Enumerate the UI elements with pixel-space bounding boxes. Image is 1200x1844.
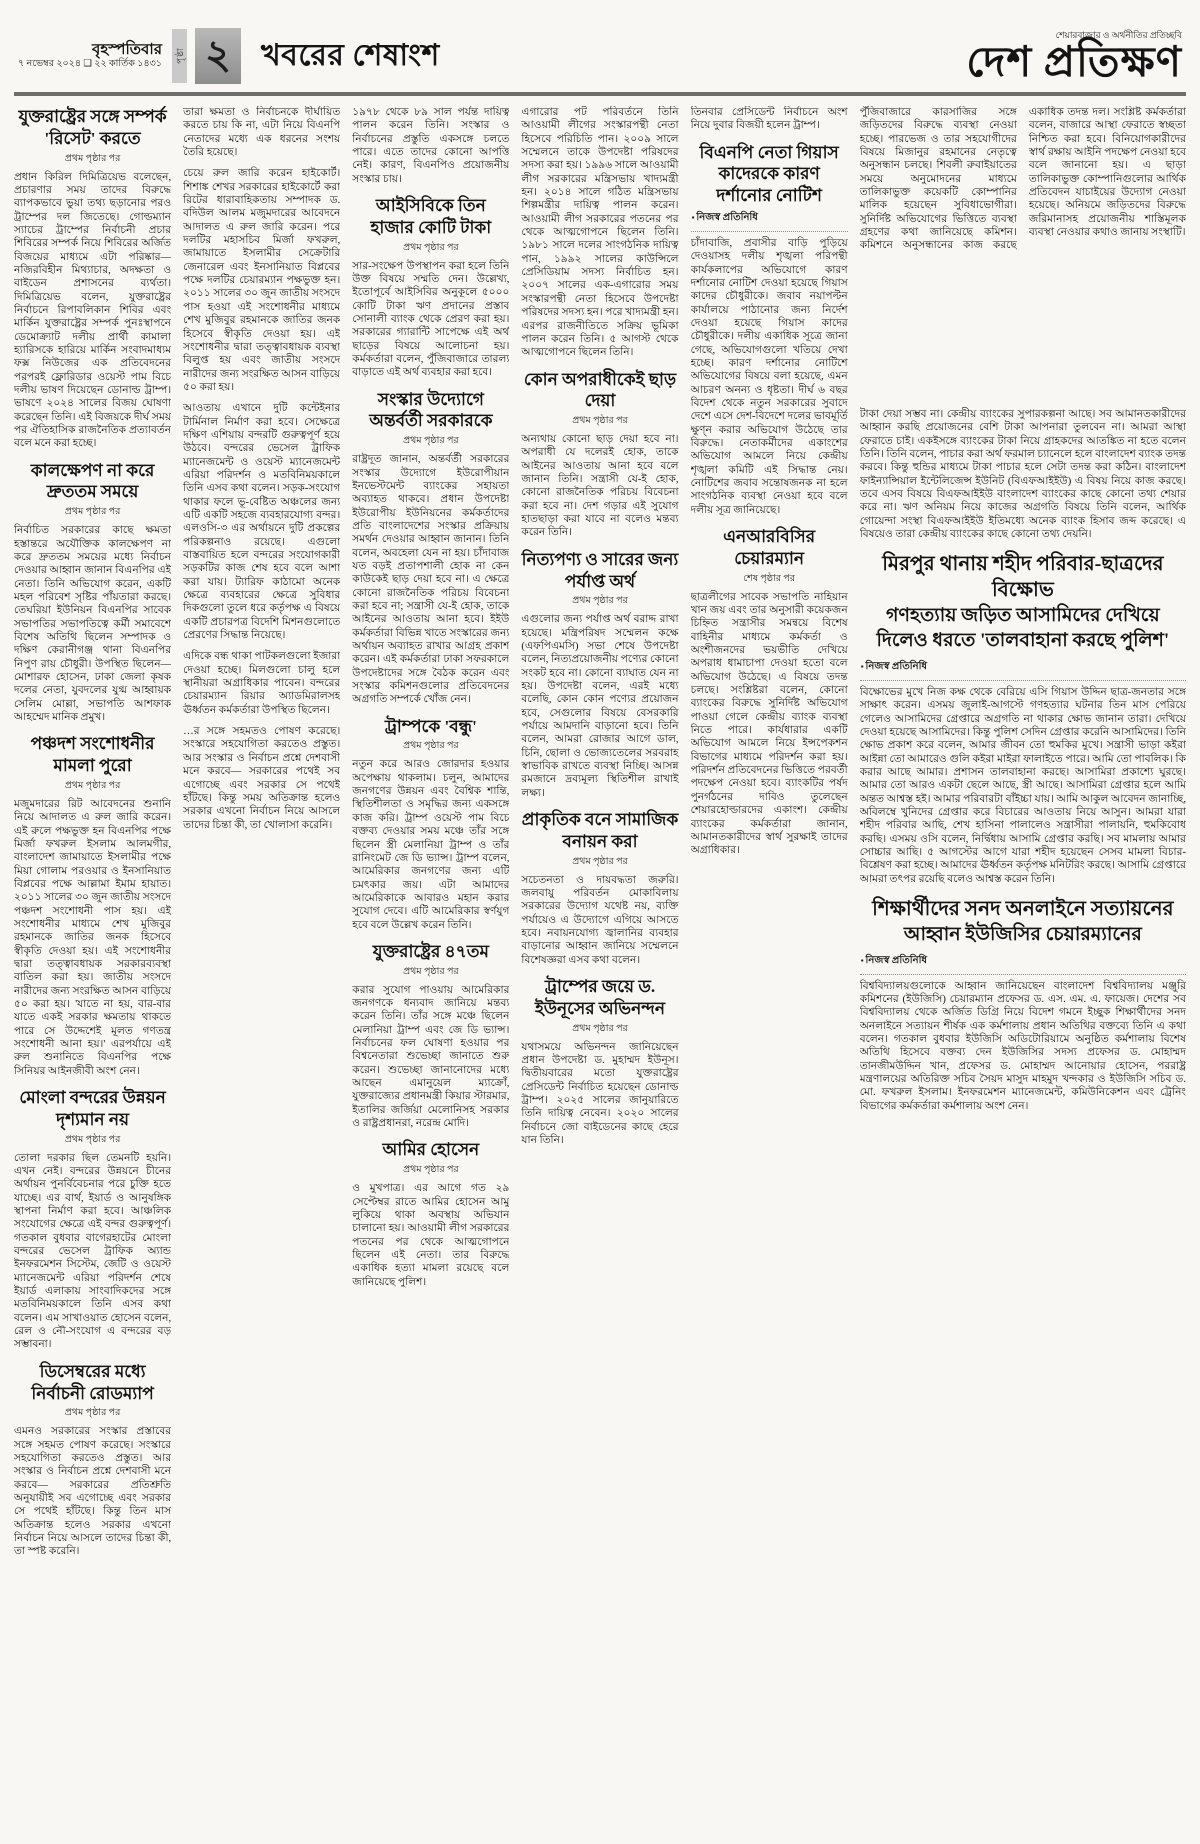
article-headline: সংস্কার উদ্যোগে অন্তর্বর্তী সরকারকে <box>369 389 493 431</box>
continued-label: প্রথম পৃষ্ঠার পর <box>64 1134 121 1145</box>
article-body: চাঁদাবাজি, প্রবাসীর বাড়ি পুড়িয়ে দেওয়াসহ দলীয় শৃঙ্খলা পরিপন্থী কার্যকলাপের অভিযোগে কারণ দর্শানোর নোটিশ দেওয়া হয়েছে গিয়াস কাদের চৌধুরীকে। জবাব নয়াপল্টন কার্যালয়ে পাঠানোর জন্য নির্দেশ দেওয়া হয়েছে গিয়াস কাদের চৌধুরীকে। দলীয় একাধিক সূত্রে জানা গেছে, অভিযোগগুলো খতিয়ে দেখা হচ্ছে। কারণ দর্শানোর নোটিশে অভিযোগের বিষয়ে বলা হয়েছে, এমন আচরণ অনন্য ও ধৃষ্টতা। দীর্ঘ ৬ বছর বিদেশ থেকে নতুন সরকারের সুবাদে দেশে এসে দেশ-বিদেশে দলের ভাবমূর্তি ক্ষুণ্ন করার অভিযোগ উঠেছে তার বিরুদ্ধে। নেতাকর্মীদের একাংশের অভিযোগ আমলে নিয়ে কেন্দ্রীয় শৃঙ্খলা কমিটি এই সিদ্ধান্ত নেয়। নোটিশের জবাব সন্তোষজনক না হলে সাংগঠনিক ব্যবস্থা নেওয়া হবে বলে দলীয় সূত্র জানিয়েছে। <box>690 237 848 516</box>
continuation-text: এদিকে বন্ধ থাকা পাটকলগুলো ইজারা দেওয়া হচ্ছে। মিলগুলো চালু হলে স্থানীয়রা অগ্রাধিকার পাবেন। বন্দরের চেয়ারম্যান রিয়ার অ্যাডমিরালসহ ঊর্ধ্বতন কর্মকর্তারা উপস্থিত ছিলেন। <box>183 651 341 716</box>
column-4 <box>521 106 678 1834</box>
header-left <box>18 28 440 84</box>
date-line: ৭ নভেম্বর ২০২৪ ❑ ২২ কার্তিক ১৪৩১ <box>18 59 162 70</box>
content-grid <box>14 106 1186 1834</box>
weekday-label: বৃহস্পতিবার <box>92 41 162 58</box>
continuation-text: আওতায় এখানে দুটি কন্টেইনার টার্মিনাল নির্মাণ করা হবে। সেক্ষেত্রে দক্ষিণ এশিয়ায় বন্দরটি গুরুত্বপূর্ণ হয়ে উঠবে। বন্দরের ভেসেল ট্রাফিক ম্যানেজমেন্ট ও ওয়েস্ট ম্যানেজমেন্ট এরিয়া পরিদর্শন ও মতবিনিময়কালে তিনি এসব কথা বলেন। সড়ক-সংযোগ থাকার ফলে ভূ-বেষ্টিত অঞ্চলের জন্য এটি একটি সহজে ব্যবহারযোগ্য বন্দর। এলওসি-৩ এর অর্থায়নে দুটি প্রকল্পের পরিকল্পনাও রয়েছে। এগুলো বাস্তবায়িত হলে বন্দরের সংযোগকারী সড়কটির কাজ শেষ হবে বলে আশা করা যায়। ট্যারিফ কাঠামো অনেক ক্ষেত্রে ব্যবহারের ক্ষেত্রে সুবিধার দিকগুলো তুলে ধরে কর্তৃপক্ষ এ বিষয়ে একটি প্রচারপত্র বিদেশি মিশনগুলোতে প্রেরণের সিদ্ধান্ত নিয়েছে। <box>183 403 341 642</box>
article-body: মজুমদারের রিট আবেদনের শুনানি নিয়ে আদালত এ রুল জারি করেন। এই রুলে পক্ষভুক্ত হন বিএনপির পক্ষে মির্জা ফখরুল ইসলাম আলমগীর, বাংলাদেশ জামায়াতে ইসলামীর পক্ষে মিয়া গোলাম পরওয়ার ও ইনসানিয়াত বিপ্লবের পক্ষে আল্লামা ইমাম হায়াত। ২০১১ সালের ৩০ জুন জাতীয় সংসদে পঞ্চদশ সংশোধনী পাস হয়। এই সংশোধনীর মাধ্যমে শেখ মুজিবুর রহমানকে জাতির জনক হিসেবে স্বীকৃতি দেওয়া হয়। এই সংশোধনীর দ্বারা তত্ত্বাবধায়ক সরকারব্যবস্থা বাতিল করা হয়। জাতীয় সংসদে নারীদের জন্য সংরক্ষিত আসন বাড়িয়ে ৫০ করা হয়। 'যাতে না হয়, বার-বার যাতে একই সরকার ক্ষমতায় থাকতে পারে সে উদ্দেশেই মূলত গণতন্ত্র সংশোধনী আনা হয়।' এরপর্যায়ে এই রুল শুনানিতে বিএনপির পক্ষে সিনিয়র আইনজীবী অংশ নেন। <box>14 798 172 1077</box>
continued-label: শেষ পৃষ্ঠার পর <box>743 573 796 584</box>
article-headline: পঞ্চদশ সংশোধনীর মামলা পুরো <box>30 734 155 776</box>
continued-label: প্রথম পৃষ্ঠার পর <box>64 1408 121 1419</box>
article-headline: আইসিবিকে তিন হাজার কোটি টাকা <box>370 196 492 237</box>
continuation-text-wide: টাকা দেয়া সম্ভব না। কেন্দ্রীয় ব্যাংকের সুপারকল্পনা আছে। সব আমানতকারীদের আহ্বান করছি প্রয়োজনের বেশি টাকা আপনারা তুলবেন না। আমরা আস্থা ফেরাতে চাই। একইসঙ্গে ব্যাংকের টাকা নিয়ে গ্রাহকদের আতঙ্কিত না হতে বলেন তিনি। তিনি বলেন, পাচার করা অর্থ ফরমাল চ্যানেলে হলে বাংলাদেশ ব্যাংক তদন্ত করবে। কিন্তু হুন্ডির মাধ্যমে টাকা পাচার হলে সেটা তদন্ত করা কঠিন। বাংলাদেশ ফাইন্যান্সিয়াল ইন্টেলিজেন্স ইউনিট (বিএফআইইউ) এ বিষয় নিয়ে কাজ করছে। তবে এসব বিষয়ে বিএফআইইউ বাংলাদেশ ব্যাংকের কাছে কোনো তথ্য শেয়ার করে না। ঋণ অনিয়ম নিয়ে কাজের অগ্রগতি বিষয়ে তিনি বলেন, আর্থিক গোয়েন্দা সংস্থা বিএফআইইউ ইতিমধ্যে অনেক ব্যাংক হিসাব জব্দ করেছে। এ বিষয়েও তারা কেন্দ্রীয় ব্যাংকের কাছে কোনো তথ্য দেয়নি। <box>859 409 1186 541</box>
continuation-text: তিনবার প্রেসিডেন্ট নির্বাচনে অংশ নিয়ে দুবার বিজয়ী হলেন ট্রাম্প। <box>690 107 848 132</box>
continuation-text: চেয়ে রুল জারি করেন হাইকোর্ট। শিশাঙ্ক শেখর সরকারের হাইকোর্টে করা রিটের ধারাবাহিকতায় সম্পাদক ড. বদিউল আলম মজুমদারের আবেদনে আদালত এ রুল জারি করেন। পরে দলটির মহাসচিব মির্জা ফখরুল, জামায়াতে ইসলামীর সেক্রেটারি জেনারেল এবং ইনসানিয়াত বিপ্লবের পক্ষে দলটির চেয়ারম্যান পক্ষভুক্ত হন। ২০১১ সালের ৩০ জুন জাতীয় সংসদে পাস হওয়া এই সংশোধনীর মাধ্যমে শেখ মুজিবুর রহমানকে জাতির জনক হিসেবে স্বীকৃতি দেওয়া হয়। এই সংশোধনীর দ্বারা তত্ত্বাবধায়ক ব্যবস্থা বিলুপ্ত হয় এবং জাতীয় সংসদে নারীদের জন্য সংরক্ষিত আসন বাড়িয়ে ৫০ করা হয়। <box>183 168 341 393</box>
continued-label: প্রথম পৃষ্ঠার পর <box>572 416 628 427</box>
continued-label: প্রথম পৃষ্ঠার পর <box>572 596 628 607</box>
article-headline: মোংলা বন্দরের উন্নয়ন দৃশ্যমান নয় <box>19 1088 166 1129</box>
article-body: করার সুযোগ পাওয়ায় আমেরিকার জনগণকে ধন্যবাদ জানিয়ে মন্তব্য করেন তিনি। তাঁর সঙ্গে মঞ্চে ছিলেন মেলানিয়া ট্রাম্প এবং জে ডি ভ্যান্স। নির্বাচনের ফল ঘোষণা হওয়ার পর বিশ্বনেতারা শুভেচ্ছা জানাতে শুরু করেন। শুভেচ্ছা জানানোদের মধ্যে আছেন এমানুয়েল ম্যাক্রোঁ, যুক্তরাজ্যের প্রধানমন্ত্রী কিয়ার স্টারমার, ইতালির জর্জিয়া মেলোনিসহ সরকার ও রাষ্ট্রপ্রধানরা, নরেন্দ্র মোদি। <box>352 984 510 1130</box>
article-headline: বিএনপি নেতা গিয়াস কাদেরকে কারণ দর্শানোর নোটিশ <box>699 142 839 206</box>
article-headline: এনআরবিসির চেয়ারম্যান <box>723 527 816 568</box>
page-number: ২ <box>195 28 241 84</box>
continued-label: প্রথম পৃষ্ঠার পর <box>572 856 628 867</box>
article-body: যথাসময়ে অভিনন্দন জানিয়েছেন প্রধান উপদেষ্টা ড. মুহাম্মদ ইউনূস। দ্বিতীয়বারের মতো যুক্তরাষ্ট্রের প্রেসিডেন্ট নির্বাচিত হয়েছেন ডোনাল্ড ট্রাম্প। ২০২৫ সালের জানুয়ারিতে তিনি দায়িত্ব নেবেন। ২০২০ সালের নির্বাচনে জো বাইডেনের কাছে হেরে যান তিনি। <box>521 1041 679 1146</box>
continued-label: প্রথম পৃষ্ঠার পর <box>403 741 459 752</box>
continued-label: প্রথম পৃষ্ঠার পর <box>572 1023 628 1034</box>
continued-label: প্রথম পৃষ্ঠার পর <box>403 436 459 447</box>
byline: ▪ নিজস্ব প্রতিনিধি <box>860 952 1186 975</box>
byline: ▪ নিজস্ব প্রতিনিধি <box>691 209 848 232</box>
continuation-text: তারা ক্ষমতা ও নির্বাচনকে দীর্ঘায়িত করতে চায় কি না, এটা নিয়ে বিএনপি নেতাদের মধ্যে এক ধরনের সংশয় তৈরি হয়েছে। <box>183 107 341 159</box>
article-headline: আমির হোসেন <box>382 1140 480 1160</box>
page-header <box>14 6 1186 96</box>
article-headline: কালক্ষেপণ না করে দ্রুততম সময়ে <box>30 460 155 502</box>
column-3 <box>352 106 509 1834</box>
date-block <box>18 42 162 70</box>
article-headline-sub: আহ্বান ইউজিসির চেয়ারম্যানের <box>903 923 1142 945</box>
continued-label: প্রথম পৃষ্ঠার পর <box>403 1165 459 1176</box>
continued-label: প্রথম পৃষ্ঠার পর <box>64 780 121 791</box>
article-body: তোলা দরকার ছিল তেমনটি হয়নি। এখন নেই। বন্দরের উন্নয়নে চীনের অর্থায়ন পুনর্বিবেচনার পরে চুক্তি হতে যাচ্ছে। এর বার্থ, ইয়ার্ড ও আনুষঙ্গিক স্থাপনা নির্মাণ করা হবে। আঞ্চলিক সংযোগের ক্ষেত্রে এই বন্দর গুরুত্বপূর্ণ। গতকাল বুধবার বাগেরহাটের মোংলা বন্দরের ভেসেল ট্রাফিক অ্যান্ড ইনফরমেশন সিস্টেম, জেটি ও ওয়েস্ট ম্যানেজমেন্ট এরিয়া পরিদর্শন শেষে ইয়ার্ড এলাকায় সাংবাদিকদের সঙ্গে মতবিনিময়কালে তিনি এসব কথা বলেন। এম সাখাওয়াত হোসেন বলেন, রেল ও নৌ-সংযোগ এ বন্দরের বড় সম্ভাবনা। <box>14 1152 172 1351</box>
article-body: অন্যথায় কোনো ছাড় দেয়া হবে না। অপরাধী যে দলেরই হোক, তাকে আইনের আওতায় আনা হবে বলে জানান তিনি। সন্ত্রাসী যে-ই হোক, কোনো রাজনৈতিক পরিচয় বিবেচনা করা হবে না। দেশ গড়ার এই সুযোগ হাতছাড়া করা যাবে না বলেও মন্তব্য করেন তিনি। <box>521 434 679 539</box>
continued-label: প্রথম পৃষ্ঠার পর <box>403 966 459 977</box>
column-1 <box>14 106 171 1834</box>
continuation-text: ১৯৭৮ থেকে ৮৯ সাল পর্যন্ত দায়িত্ব পালন করেন তিনি। সংস্কার ও নির্বাচনের প্রস্তুতি একসঙ্গে চলতে পারে। এতে তাদের কোনো আপত্তি নেই। কারণ, বিএনপিও প্রয়োজনীয় সংস্কার চায়। <box>352 107 510 185</box>
article-body: নতুন করে আরও জোরদার হওয়ার অপেক্ষায় থাকলাম। চলুন, আমাদের জনগণের উন্নয়ন এবং বৈশ্বিক শান্তি, স্থিতিশীলতা ও সমৃদ্ধির জন্য একসঙ্গে কাজ করি। ট্রাম্প ওয়েস্ট পাম বিচে বক্তব্য দেওয়ার সময় মঞ্চে তাঁর সঙ্গে ছিলেন স্ত্রী মেলানিয়া ট্রাম্প ও তাঁর রানিংমেট জে ডি ভ্যান্স। ট্রাম্প বলেন, আমেরিকার জনগণের জন্য এটি চমৎকার জয়। এটা আমাদের আমেরিকাকে আবারও মহান করার সুযোগ দেবে। এটি আমেরিকার স্বর্ণযুগ হবে বলে উল্লেখ করেন তিনি। <box>352 759 510 931</box>
byline: ▪ নিজস্ব প্রতিনিধি <box>860 658 1186 681</box>
column-5 <box>691 106 848 1834</box>
article-headline: ডিসেম্বরের মধ্যে নির্বাচনী রোডম্যাপ <box>31 1361 154 1403</box>
column-2 <box>183 106 340 1834</box>
article-headline: প্রাকৃতিক বনে সামাজিক বনায়ন করা <box>521 810 679 851</box>
masthead-logo: দেশ প্রতিক্ষণ <box>966 40 1182 86</box>
continued-label: প্রথম পৃষ্ঠার পর <box>64 507 121 518</box>
article-body: ছাত্রলীগের সাবেক সভাপতি নাহিয়ান খান জয় এবং তার অনুসারী কয়েকজন চিহ্নিত সন্ত্রাসীর সমন্বয়ে বিশেষ বাহিনীর মাধ্যমে কর্মকর্তা ও অংশীজনদের ভয়ভীতি দেখিয়ে অপরাধ ধামাচাপা দেওয়া হতো বলে অভিযোগ উঠেছে। এ বিষয়ে তদন্ত চলছে। সংশ্লিষ্টরা বলেন, কোনো ব্যাংকের বিরুদ্ধে সুনির্দিষ্ট অভিযোগ পাওয়া গেলে কেন্দ্রীয় ব্যাংক ব্যবস্থা নিতে পারে। কার্যধারার একটি অভিযোগ আমলে নিয়ে ইন্সপেকশন বিভাগের মাধ্যমে পরিদর্শন করা হয়। পরিদর্শন প্রতিবেদনের ভিত্তিতে পরবর্তী পদক্ষেপ নেওয়া হবে। ব্যাংকটির পর্ষদ পুনর্গঠনের দাবিও তুলেছেন শেয়ারহোল্ডারদের একাংশ। কেন্দ্রীয় ব্যাংকের কর্মকর্তারা জানান, আমানতকারীদের স্বার্থ সুরক্ষাই তাদের অগ্রাধিকার। <box>690 591 848 857</box>
continuation-text-two-col: পুঁজিবাজারে কারসাজির সঙ্গে জড়িতদের বিরুদ্ধে ব্যবস্থা নেওয়া হচ্ছে। পারভেজ ও তার সহযোগীদের বিষয়ে মিজানুর রহমানের নেতৃত্বে অনুসন্ধান চলছে। শিবলী রুবাইয়াতের সময়ে অনুমোদনের মাধ্যমে তালিকাভুক্ত কয়েকটি কোম্পানির মালিক হয়েছেন সুবিধাভোগীরা। সুনির্দিষ্ট অভিযোগের ভিত্তিতে ব্যবস্থা গ্রহণের কথা জানিয়েছে কমিশন। কমিশনে অনুসন্ধানের কাজ করছে একাধিক তদন্ত দল। সংশ্লিষ্ট কর্মকর্তারা বলেন, বাজারে আস্থা ফেরাতে স্বচ্ছতা নিশ্চিত করা হবে। বিনিয়োগকারীদের স্বার্থ রক্ষায় আইনি পদক্ষেপ নেওয়া হবে বলে জানানো হয়। এ ছাড়া তালিকাভুক্ত কোম্পানিগুলোর আর্থিক প্রতিবেদন যাচাইয়ের উদ্যোগ নেওয়া হয়েছে। অনিয়মে জড়িতদের বিরুদ্ধে জরিমানাসহ প্রয়োজনীয় শাস্তিমূলক ব্যবস্থা নেওয়ার কথাও জানায় সংস্থাটি। <box>859 107 1186 252</box>
article-body: এগুলোর জন্য পর্যাপ্ত অর্থ বরাদ্দ রাখা হয়েছে। মন্ত্রিপরিষদ সম্মেলন কক্ষে (এফপিএমসি) সভা শেষে উপদেষ্টা বলেন, নিত্যপ্রয়োজনীয় পণ্যের কোনো সংকট হবে না। কোনো ব্যাঘাত যেন না হয়। উপদেষ্টা বলেন, এরই মধ্যে বলেছি, কোন কোন পণ্যের প্রয়োজন হবে, সেগুলোর বিষয়ে বেসরকারি পর্যায়ে আমদানি বাড়ানো হবে। তিনি বলেন, আমরা রোজার আগে ডাল, চিনি, ছোলা ও ভোজ্যতেলের সরবরাহ স্বাভাবিক রাখতে ব্যবস্থা নিচ্ছি। আসন্ন রমজানে দ্রব্যমূল্য স্থিতিশীল রাখাই লক্ষ্য। <box>521 614 679 799</box>
article-headline: ট্রাম্পকে 'বন্ধু' <box>384 716 477 736</box>
masthead-tagline: শেয়ারবাজার ও অর্থনীতির প্রতিচ্ছবি <box>1055 30 1182 40</box>
article-body: প্রধান কিরিল দিমিত্রিয়েভ বলেছেন, প্রচারণার সময় তাদের বিরুদ্ধে ব্যাপকভাবে ভুয়া তথ্য ছড়ানোর পরও ট্রাম্পের দল জিতেছে। গোল্ডম্যান স্যাচের ট্রাম্পের নির্বাচনী প্রচার শিবিরের সম্পর্ক নিয়ে শিবিরের অর্জিত বিজয়ের মাধ্যমে এটা পরিষ্কার— নজিরবিহীন মিথ্যাচার, অদক্ষতা ও বাইডেন প্রশাসনের ব্যর্থতা। দিমিত্রিয়েভ বলেন, যুক্তরাষ্ট্রের নির্বাচনে রিপাবলিকান শিবির এবং মার্কিন যুক্তরাষ্ট্রের সম্পর্ক পুনঃস্থাপনে ডেমোক্র্যাট দলীয় প্রার্থী কামালা হ্যারিসকে হারিয়ে মার্কিন সংবাদমাধ্যম ফক্স নিউজের এক প্রতিবেদনের পরপরই ফ্লোরিডার ওয়েস্ট পাম বিচে দলীয় ভাষণ দিয়েছেন ডোনাল্ড ট্রাম্প। ভাষণে ২০২৪ সালের বিজয় ঘোষণা করেছেন তিনি। এই বিজয়কে দীর্ঘ সময় পর ঐতিহাসিক রাজনৈতিক প্রত্যাবর্তন বলে মনে করা হচ্ছে। <box>14 171 172 450</box>
article-headline: কোন অপরাধীকেই ছাড় দেয়া <box>523 369 677 411</box>
continuation-text: …র সঙ্গে সহমতও পোষণ করেছে। সংস্কারে সহযোগিতা করতেও প্রস্তুত। আর সংস্কার ও নির্বাচন প্রশ্নে দেশবাসী মনে করবে— সরকারের পথেই সব এগোচ্ছে এবং সরকার সে পথেই হাঁটছে। কিন্তু সময় অতিক্রান্ত হলেও সরকার এখনো নির্বাচন নিয়ে আসলে তাদের চিন্তা কী, তা খোলাসা করেনি। <box>183 726 341 831</box>
article-body: এমনও সরকারের সংস্কার প্রস্তাবের সঙ্গে সহমত পোষণ করেছে। সংস্কারে সহযোগিতা করতেও প্রস্তুত। আর সংস্কার ও নির্বাচন প্রশ্নে দেশবাসী মনে করবে— সরকারের প্রতিশ্রুতি অনুযায়ীই সব এগোচ্ছে এবং সরকার সে পথেই হাঁটছে। কিন্তু তিন মাস অতিক্রান্ত হলেও সরকার এখনো নির্বাচন নিয়ে আসলে তাদের চিন্তা কী, তা স্পষ্ট করেনি। <box>14 1426 172 1558</box>
article-body: ও মুখপাত্র। এর আগে গত ২৯ সেপ্টেম্বর রাতে আমির হোসেন আমু লুকিয়ে থাকা অবস্থায় অভিযান চালানো হয়। আওয়ামী লীগ সরকারের পতনের পর থেকে আত্মগোপনে ছিলেন এই নেতা। তার বিরুদ্ধে একাধিক হত্যা মামলা রয়েছে বলে জানিয়েছে পুলিশ। <box>352 1183 510 1288</box>
continued-label: প্রথম পৃষ্ঠার পর <box>403 242 459 253</box>
article-body: সচেতনতা ও দায়বদ্ধতা জরুরি। জলবায়ু পরিবর্তন মোকাবিলায় সরকারের উদ্যোগ যথেষ্ট নয়, ব্যক্তি পর্যায়েও এ উদ্যোগে এগিয়ে আসতে হবে। নবায়নযোগ্য জ্বালানির ব্যবহার বাড়ানোর আহ্বান জানিয়ে সম্মেলনে বিশেষজ্ঞরা এসব কথা বলেন। <box>521 874 679 966</box>
article-headline: শিক্ষার্থীদের সনদ অনলাইনে সত্যায়নের <box>872 897 1174 920</box>
article-headline: ট্রাম্পের জয়ে ড. ইউনূসের অভিনন্দন <box>534 977 666 1018</box>
article-body: রাষ্ট্রদূত জানান, অন্তর্বর্তী সরকারের সংস্কার উদ্যোগে ইউরোপীয়ান ইনভেস্টমেন্ট ব্যাংকের সহায়তা অব্যাহত থাকবে। প্রধান উপদেষ্টা ইউরোপীয় ইউনিয়নের কর্মকর্তাদের প্রতি বাংলাদেশের সংস্কার প্রক্রিয়ায় সমর্থন দেওয়ার আহ্বান জানান। তিনি বলেন, অবহেলা যেন না হয়। চাঁদাবাজ যত বড়ই প্রতাপশালী হোক না কেন কাউকেই ছাড় দেয়া হবে না। এ ক্ষেত্রে কোনো রাজনৈতিক পরিচয় বিবেচনা করা হবে না; সন্ত্রাসী যে-ই হোক, তাকে আইনের আওতায় আনা হবে। ইইউ কর্মকর্তারা বিভিন্ন খাতে সংস্কারের জন্য অর্থায়ন অব্যাহত রাখার আগ্রহ প্রকাশ করেন। এই কর্মকর্তারা ঢাকা সফরকালে উপদেষ্টাদের সঙ্গে বৈঠক করেন এবং সংস্কার কমিশনগুলোর প্রতিবেদনের অগ্রগতি সম্পর্কে খোঁজ নেন। <box>352 454 510 706</box>
continuation-text: এগারোর পট পরিবর্তনে তিনি আওয়ামী লীগের সংস্কারপন্থী নেতা হিসেবে পরিচিতি পান। ২০০৯ সালে সম্মেলনে তাকে উপদেষ্টা পরিষদের সদস্য করা হয়। ১৯৯৬ সালে আওয়ামী লীগ সরকারের মন্ত্রিসভায় খাদ্যমন্ত্রী হন। ২০১৪ সালে গঠিত মন্ত্রিসভায় শিল্পমন্ত্রীর দায়িত্ব পালন করেন। আওয়ামী লীগ সরকারের পতনের পর থেকে আত্মগোপনে ছিলেন তিনি। ১৯৮১ সালে দলের সাংগঠনিক দায়িত্ব পান, ১৯৯২ সালের কাউন্সিলে প্রেসিডিয়াম সদস্য নির্বাচিত হন। ২০০৭ সালের এক-এগারোর সময় সংস্কারপন্থী নেতা হিসেবে উপদেষ্টা পরিষদের সদস্য হন। পরে খাদ্যমন্ত্রী হন। এরপর রাজনীতিতে সক্রিয় ভূমিকা পালন করেন তিনি। ৫ আগস্ট থেকে আত্মগোপনে ছিলেন তিনি। <box>521 107 679 359</box>
article-body: নির্বাচিত সরকারের কাছে ক্ষমতা হস্তান্তরে অযৌক্তিক কালক্ষেপণ না করে দ্রুততম সময়ের মধ্যে নির্বাচন দেওয়ার আহ্বান জানান বিএনপির এই নেতা। তিনি অভিযোগ করেন, একটি মহল পরিবেশ সৃষ্টির পাঁয়তারা করছে। তেঘরিয়া ইউনিয়ন বিএনপির সাবেক সভাপতির সভাপতিত্বে কর্মী সমাবেশে বিশেষ অতিথি ছিলেন সম্পাদক ও দক্ষিণ কেরানীগঞ্জ থানা বিএনপির নিপুণ রায় চৌধুরী। উপস্থিত ছিলেন— মোশারফ হোসেন, ঢাকা জেলা কৃষক দলের নেতা, যুবদলের যুগ্ম আহ্বায়ক সেলিম মোল্লা, সভাপতি আশফাক আহম্মেদ মানিক প্রমুখ। <box>14 525 172 724</box>
page-label-tab: পৃষ্ঠা <box>172 29 187 83</box>
article-headline: যুক্তরাষ্ট্রের সঙ্গে সম্পর্ক 'রিসেট' করতে <box>18 107 167 148</box>
article-body: বিশ্ববিদ্যালয়গুলোকে আহ্বান জানিয়েছেন বাংলাদেশ বিশ্ববিদ্যালয় মঞ্জুরি কমিশনের (ইউজিসি) চেয়ারম্যান প্রফেসর ড. এস. এম. এ. ফায়েজ। দেশের সব বিশ্ববিদ্যালয় থেকে অর্জিত ডিগ্রি নিয়ে বিদেশ গমনে ইচ্ছুক শিক্ষার্থীদের সনদ অনলাইনে সত্যায়ন শীর্ষক এক কর্মশালায় প্রধান অতিথির বক্তব্যে তিনি এ কথা বলেন। গতকাল বুধবার ইউজিসি অডিটোরিয়ামে অনুষ্ঠিত কর্মশালায় বিশেষ অতিথি হিসেবে বক্তব্য দেন ইউজিসির সদস্য প্রফেসর ড. মোহাম্মদ তানজীমউদ্দিন খান, প্রফেসর ড. মোহাম্মদ আনোয়ার হোসেন, পররাষ্ট্র মন্ত্রণালয়ের অতিরিক্ত সচিব সৈয়দ মাসুদ মাহমুদ খন্দকার ও ইউজিসি সচিব ড. মো. ফখরুল ইসলাম। ইনফরমেশন ম্যানেজমেন্ট, কমিউনিকেশন এবং ট্রেনিং বিভাগের কর্মকর্তারা কর্মশালায় অংশ নেন। <box>859 980 1186 1112</box>
article-headline: মিরপুর থানায় শহীদ পরিবার-ছাত্রদের বিক্ষোভ <box>882 553 1164 602</box>
right-zone <box>860 106 1186 1834</box>
article-headline: যুক্তরাষ্ট্রের ৪৭তম <box>372 941 489 961</box>
article-body: বিক্ষোভের মুখে নিজ কক্ষ থেকে বেরিয়ে এসি গিয়াস উদ্দিন ছাত্র-জনতার সঙ্গে সাক্ষাৎ করেন। এসময় জুলাই-আগস্টে গণহত্যার ঘটনার তিন মাস পেরিয়ে গেলেও আসামিদের গ্রেপ্তারে অগ্রগতি না থাকার ক্ষোভ জানান তারা। দেখিয়ে দেওয়া হয়েছে আসামিদের। কিন্তু পুলিশ সেদিন গ্রেপ্তার করেনি আসামিদের। তিনি ক্ষোভ প্রকাশ করে বলেন, আমার জীবন তো হুমকির মুখে। সন্ত্রাসী ভাড়া কইরা আইন্না তো আমারেও গুলি কইরা মাইরা ফালাইতে পারে। আমি তো পাবলিক। কি করার আছে আমার। প্রশাসন তালবাহানা করছে। আসামিরা প্রকাশ্যে ঘুরছে। আমার তো আরও একটা ছেলে আছে, স্ত্রী আছে। আসামিরা গ্রেপ্তার হলে আমি অন্তত আশ্বস্ত হই। আমার পরিবারটা বাঁইচ্চা যায়। আমি আকুল আবেদন জানাচ্ছি, অবিলম্বে খুনিদের গ্রেপ্তার করে বিচারের আওতায় নিয়ে আসুন। আমরা যারা শহীদ পরিবার আছি, শেখ হাসিনা পালালেও সন্ত্রাসীরা পালায়নি, হুমকিবোধ করছি। এসময় ওসি বলেন, নির্দ্বিধায় আসামি গ্রেপ্তার করছি। সব মামলায় আমার সোচ্চার আছি। ৫ আগস্টের আগে যারা শহীদ হয়েছেন সেসব মামলা বিচার-বিশ্লেষণ করা হচ্ছে। আমাদের ঊর্ধ্বতন কর্তৃপক্ষ মনিটরিং করছে। আসামি গ্রেপ্তারে আমরা তৎপর রয়েছি বলেও আশ্বস্ত করেন তিনি। <box>859 686 1186 885</box>
article-headline: নিত্যপণ্য ও সারের জন্য পর্যাপ্ত অর্থ <box>521 549 679 591</box>
masthead <box>966 31 1182 84</box>
article-body: সার-সংক্ষেপ উপস্থাপন করা হলে তিনি উক্ত বিষয়ে সম্মতি দেন। উল্লেখ্য, ইতোপূর্বে আইসিবির অনুকূলে ৫০০০ কোটি টাকা ঋণ প্রদানের প্রস্তাব সোনালী ব্যাংক থেকে প্রেরণ করা হয়। সরকারের গ্যারান্টি সাপেক্ষে এই অর্থ ছাড়ের বিষয়ে আলোচনা হয়। কর্মকর্তারা বলেন, পুঁজিবাজারে তারল্য বাড়াতে এই অর্থ ব্যবহার করা হবে। <box>352 260 510 379</box>
continued-label: প্রথম পৃষ্ঠার পর <box>64 153 121 164</box>
article-headline-sub: গণহত্যায় জড়িত আসামিদের দেখিয়ে দিলেও ধরতে 'তালবাহানা করছে পুলিশ' <box>876 605 1170 652</box>
section-title: খবরের শেষাংশ <box>260 38 440 72</box>
